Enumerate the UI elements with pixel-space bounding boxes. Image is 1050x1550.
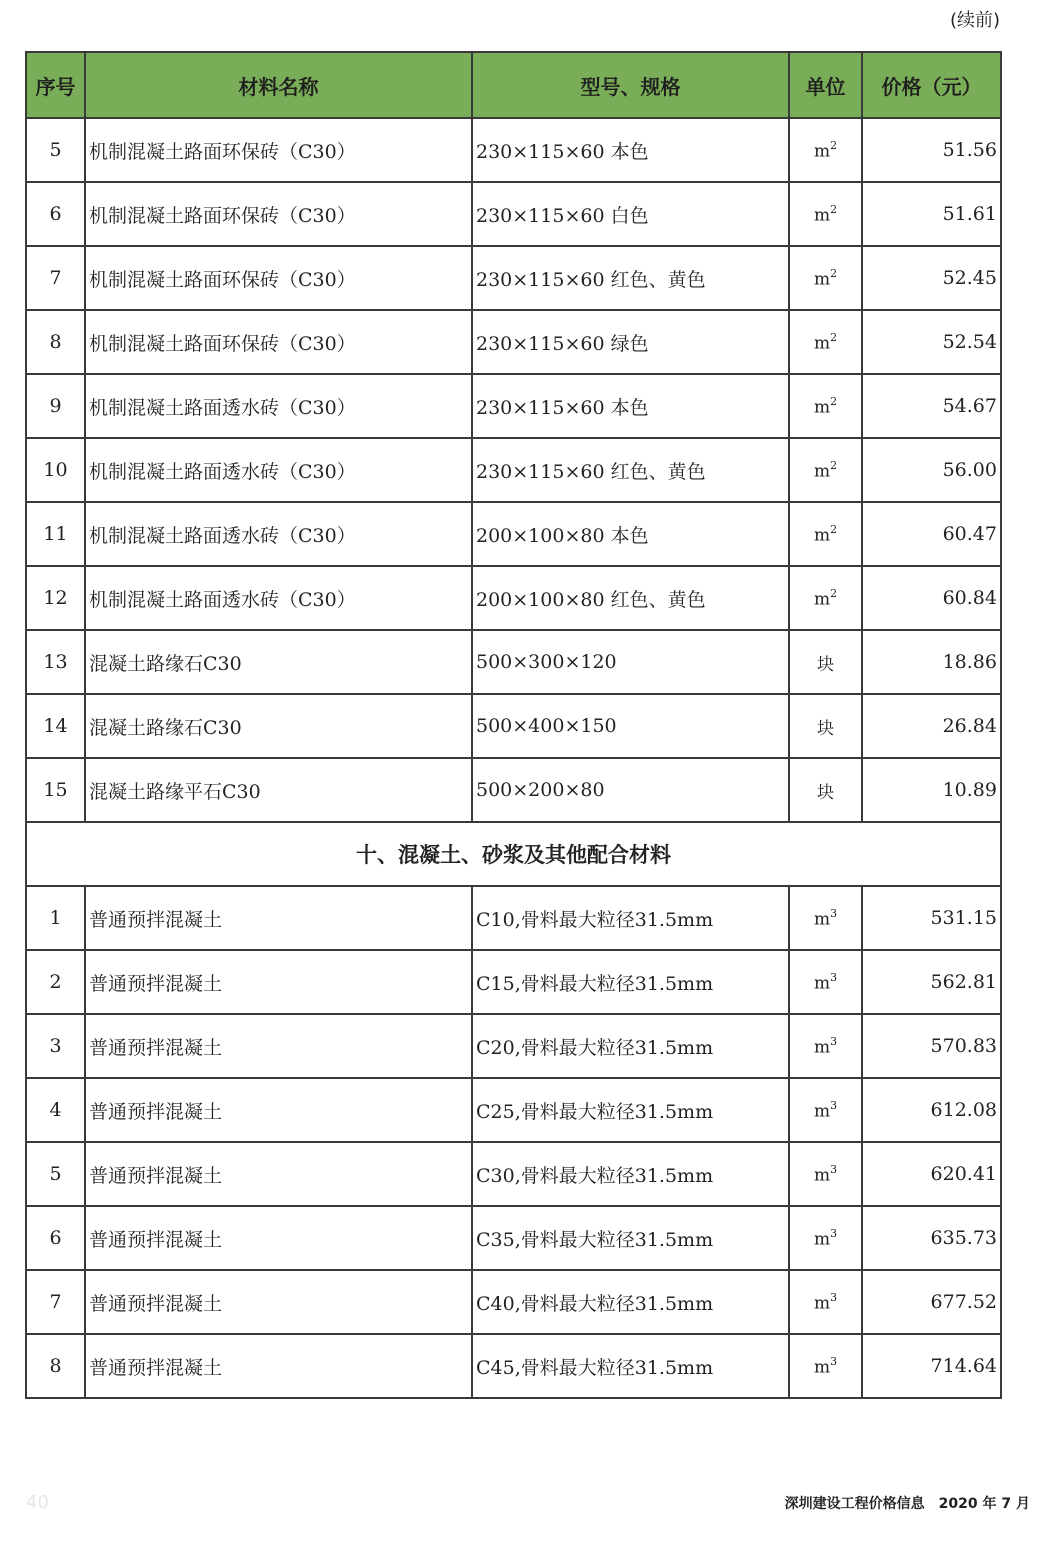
material-spec: C40,骨料最大粒径31.5mm — [472, 1270, 789, 1334]
price-value: 54.67 — [862, 374, 1001, 438]
material-spec: 230×115×60 红色、黄色 — [472, 438, 789, 502]
table-header-row — [26, 52, 1001, 118]
table-row — [26, 1142, 1001, 1206]
price-value: 60.84 — [862, 566, 1001, 630]
unit-exponent: 3 — [830, 1098, 838, 1112]
row-number: 2 — [26, 950, 85, 1014]
table-row — [26, 374, 1001, 438]
unit-cell — [789, 118, 862, 182]
unit-symbol: m — [813, 397, 831, 418]
material-spec: C25,骨料最大粒径31.5mm — [472, 1078, 789, 1142]
material-spec: 200×100×80 本色 — [472, 502, 789, 566]
publication-footer: 深圳建设工程价格信息 2020 年 7 月 — [784, 1496, 1030, 1512]
unit-symbol: m — [813, 1293, 831, 1314]
row-number: 5 — [26, 118, 85, 182]
unit-symbol: m — [813, 1037, 831, 1058]
material-spec: C30,骨料最大粒径31.5mm — [472, 1142, 789, 1206]
material-name: 机制混凝土路面透水砖（C30） — [85, 438, 472, 502]
unit-symbol: m — [813, 461, 831, 482]
table-row — [26, 438, 1001, 502]
price-value: 531.15 — [862, 886, 1001, 950]
unit-exponent: 2 — [830, 522, 838, 536]
unit-symbol: 块 — [817, 782, 834, 803]
unit-cell — [789, 502, 862, 566]
table-body-upper — [26, 118, 1001, 822]
unit-symbol: m — [813, 333, 831, 354]
material-spec: 200×100×80 红色、黄色 — [472, 566, 789, 630]
price-value: 51.61 — [862, 182, 1001, 246]
row-number: 3 — [26, 1014, 85, 1078]
material-name: 机制混凝土路面透水砖（C30） — [85, 374, 472, 438]
table-row — [26, 246, 1001, 310]
row-number: 4 — [26, 1078, 85, 1142]
unit-cell — [789, 630, 862, 694]
price-value: 52.45 — [862, 246, 1001, 310]
table-row — [26, 1270, 1001, 1334]
row-number: 5 — [26, 1142, 85, 1206]
material-spec: 230×115×60 本色 — [472, 374, 789, 438]
price-value: 562.81 — [862, 950, 1001, 1014]
header-no: 序号 — [26, 52, 85, 118]
material-spec: 230×115×60 绿色 — [472, 310, 789, 374]
price-value: 620.41 — [862, 1142, 1001, 1206]
unit-cell — [789, 950, 862, 1014]
row-number: 8 — [26, 310, 85, 374]
unit-cell — [789, 1014, 862, 1078]
table-row — [26, 1206, 1001, 1270]
material-name: 普通预拌混凝土 — [85, 950, 472, 1014]
section-body — [26, 822, 1001, 886]
unit-symbol: m — [813, 1165, 831, 1186]
unit-cell — [789, 1078, 862, 1142]
price-table — [25, 51, 1002, 1399]
material-spec: 230×115×60 红色、黄色 — [472, 246, 789, 310]
price-value: 714.64 — [862, 1334, 1001, 1398]
header-name: 材料名称 — [85, 52, 472, 118]
unit-cell — [789, 182, 862, 246]
unit-symbol: m — [813, 141, 831, 162]
row-number: 6 — [26, 1206, 85, 1270]
table-row — [26, 310, 1001, 374]
unit-exponent: 2 — [830, 586, 838, 600]
material-name: 机制混凝土路面透水砖（C30） — [85, 566, 472, 630]
unit-symbol: m — [813, 909, 831, 930]
material-name: 普通预拌混凝土 — [85, 1270, 472, 1334]
material-name: 机制混凝土路面环保砖（C30） — [85, 310, 472, 374]
material-name: 混凝土路缘石C30 — [85, 694, 472, 758]
unit-exponent: 2 — [830, 458, 838, 472]
material-spec: C20,骨料最大粒径31.5mm — [472, 1014, 789, 1078]
unit-exponent: 2 — [830, 266, 838, 280]
material-spec: 500×300×120 — [472, 630, 789, 694]
price-value: 570.83 — [862, 1014, 1001, 1078]
row-number: 7 — [26, 246, 85, 310]
unit-cell — [789, 310, 862, 374]
unit-cell — [789, 1142, 862, 1206]
unit-exponent: 3 — [830, 1354, 838, 1368]
unit-exponent: 2 — [830, 330, 838, 344]
row-number: 11 — [26, 502, 85, 566]
section-row — [26, 822, 1001, 886]
unit-cell — [789, 694, 862, 758]
material-name: 普通预拌混凝土 — [85, 1206, 472, 1270]
row-number: 9 — [26, 374, 85, 438]
unit-symbol: m — [813, 1229, 831, 1250]
unit-symbol: m — [813, 525, 831, 546]
unit-symbol: m — [813, 1101, 831, 1122]
table-row — [26, 950, 1001, 1014]
row-number: 7 — [26, 1270, 85, 1334]
price-value: 18.86 — [862, 630, 1001, 694]
unit-exponent: 3 — [830, 1290, 838, 1304]
material-spec: C45,骨料最大粒径31.5mm — [472, 1334, 789, 1398]
header-spec: 型号、规格 — [472, 52, 789, 118]
unit-symbol: m — [813, 589, 831, 610]
material-spec: C15,骨料最大粒径31.5mm — [472, 950, 789, 1014]
price-value: 52.54 — [862, 310, 1001, 374]
row-number: 1 — [26, 886, 85, 950]
unit-exponent: 3 — [830, 906, 838, 920]
unit-symbol: m — [813, 269, 831, 290]
unit-cell — [789, 758, 862, 822]
material-name: 机制混凝土路面环保砖（C30） — [85, 246, 472, 310]
unit-exponent: 3 — [830, 1162, 838, 1176]
material-spec: 500×200×80 — [472, 758, 789, 822]
price-value: 612.08 — [862, 1078, 1001, 1142]
row-number: 14 — [26, 694, 85, 758]
material-name: 混凝土路缘平石C30 — [85, 758, 472, 822]
table-row — [26, 1078, 1001, 1142]
material-name: 普通预拌混凝土 — [85, 1142, 472, 1206]
unit-cell — [789, 1270, 862, 1334]
price-value: 26.84 — [862, 694, 1001, 758]
unit-cell — [789, 374, 862, 438]
unit-cell — [789, 246, 862, 310]
table-row — [26, 566, 1001, 630]
table-row — [26, 502, 1001, 566]
table-row — [26, 694, 1001, 758]
unit-symbol: m — [813, 973, 831, 994]
price-value: 51.56 — [862, 118, 1001, 182]
row-number: 12 — [26, 566, 85, 630]
table-row — [26, 1014, 1001, 1078]
price-value: 677.52 — [862, 1270, 1001, 1334]
row-number: 6 — [26, 182, 85, 246]
table-row — [26, 630, 1001, 694]
material-spec: 500×400×150 — [472, 694, 789, 758]
material-spec: C10,骨料最大粒径31.5mm — [472, 886, 789, 950]
material-name: 机制混凝土路面环保砖（C30） — [85, 182, 472, 246]
price-value: 635.73 — [862, 1206, 1001, 1270]
unit-cell — [789, 1334, 862, 1398]
unit-cell — [789, 886, 862, 950]
unit-symbol: m — [813, 205, 831, 226]
material-name: 机制混凝土路面环保砖（C30） — [85, 118, 472, 182]
unit-exponent: 2 — [830, 138, 838, 152]
unit-exponent: 2 — [830, 202, 838, 216]
row-number: 8 — [26, 1334, 85, 1398]
row-number: 15 — [26, 758, 85, 822]
header-unit: 单位 — [789, 52, 862, 118]
material-spec: 230×115×60 本色 — [472, 118, 789, 182]
continued-label: (续前) — [949, 10, 1000, 31]
row-number: 10 — [26, 438, 85, 502]
page-number: 40 — [26, 1492, 49, 1513]
material-spec: C35,骨料最大粒径31.5mm — [472, 1206, 789, 1270]
table-row — [26, 118, 1001, 182]
material-name: 机制混凝土路面透水砖（C30） — [85, 502, 472, 566]
price-value: 60.47 — [862, 502, 1001, 566]
unit-exponent: 2 — [830, 394, 838, 408]
price-value: 56.00 — [862, 438, 1001, 502]
material-name: 混凝土路缘石C30 — [85, 630, 472, 694]
material-name: 普通预拌混凝土 — [85, 1014, 472, 1078]
table-body-lower — [26, 886, 1001, 1398]
table-row — [26, 886, 1001, 950]
unit-cell — [789, 438, 862, 502]
table-row — [26, 1334, 1001, 1398]
unit-symbol: 块 — [817, 654, 834, 675]
material-name: 普通预拌混凝土 — [85, 1078, 472, 1142]
price-value: 10.89 — [862, 758, 1001, 822]
material-name: 普通预拌混凝土 — [85, 886, 472, 950]
unit-symbol: 块 — [817, 718, 834, 739]
table-row — [26, 182, 1001, 246]
section-title: 十、混凝土、砂浆及其他配合材料 — [26, 822, 1001, 886]
header-price: 价格（元） — [862, 52, 1001, 118]
unit-exponent: 3 — [830, 970, 838, 984]
material-name: 普通预拌混凝土 — [85, 1334, 472, 1398]
unit-cell — [789, 566, 862, 630]
unit-exponent: 3 — [830, 1226, 838, 1240]
row-number: 13 — [26, 630, 85, 694]
unit-exponent: 3 — [830, 1034, 838, 1048]
unit-symbol: m — [813, 1357, 831, 1378]
table-row — [26, 758, 1001, 822]
material-spec: 230×115×60 白色 — [472, 182, 789, 246]
unit-cell — [789, 1206, 862, 1270]
